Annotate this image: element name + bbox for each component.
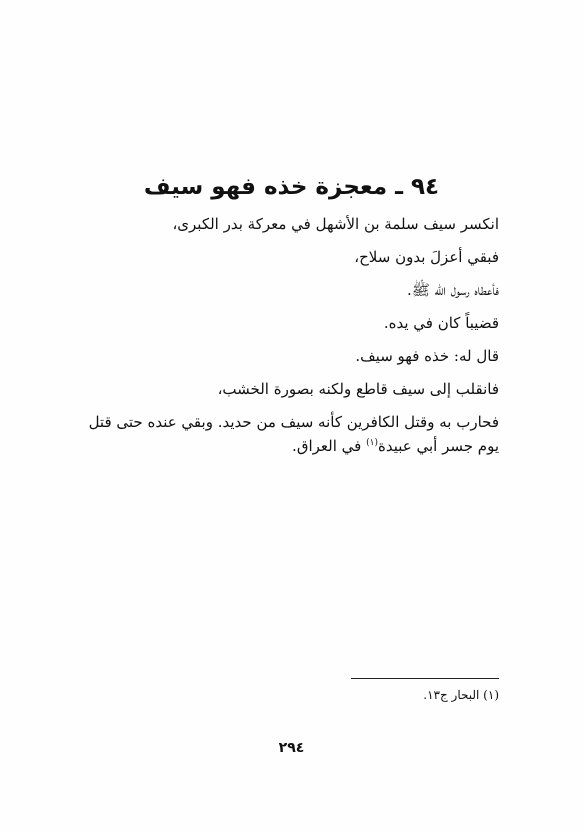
body-text xyxy=(79,208,499,458)
text-line-2: فبقي أعزلَ بدون سلاح، xyxy=(354,248,499,266)
text-line-6: فانقلب إلى سيف قاطع ولكنه بصورة الخشب، xyxy=(217,380,499,398)
footnote-separator xyxy=(351,678,499,679)
page-title: ٩٤ ـ معجزة خذه فهو سيف xyxy=(143,174,440,200)
text-line-3: فأعطاه رسول الله ﷺ. xyxy=(407,281,499,299)
page-number: ٢٩٤ xyxy=(278,740,305,756)
text-line-5: قال له: خذه فهو سيف. xyxy=(355,347,499,365)
text-line-1: انكسر سيف سلمة بن الأشهل في معركة بدر الكبرى، xyxy=(172,215,499,233)
footnote: (١) البحار ج١٣. xyxy=(423,688,499,702)
closing-paragraph xyxy=(79,406,499,458)
footnote-reference: (١) xyxy=(366,438,378,448)
text-line-4: قضيباً كان في يده. xyxy=(383,314,499,332)
paragraph-tail: في العراق. xyxy=(292,437,367,455)
paragraph-text: فحارب به وقتل الكافرين كأنه سيف من حديد. وبقي عنده حتى قتل يوم جسر أبي عبيدة xyxy=(88,413,499,455)
